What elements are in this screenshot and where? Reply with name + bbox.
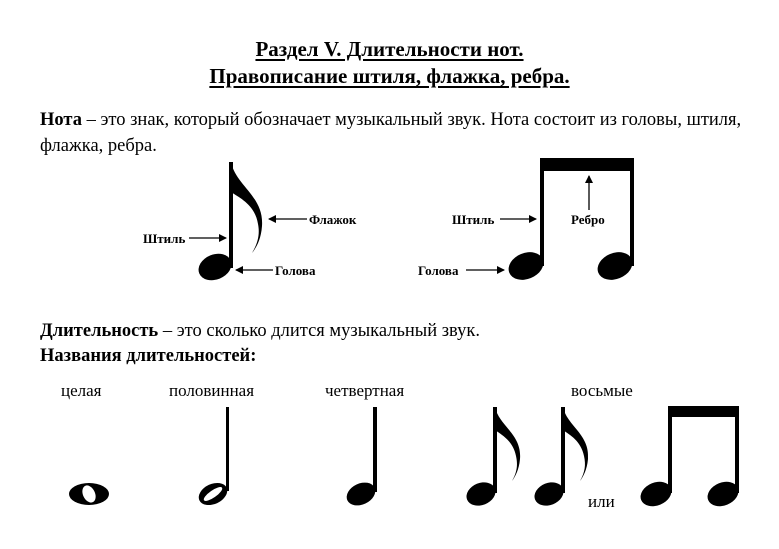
duration-whole-label: целая <box>61 381 102 400</box>
durations-heading: Названия длительностей: <box>40 346 257 366</box>
duration-or-label: или <box>588 492 615 511</box>
beamed-eighth-notes <box>637 406 742 511</box>
beamed-beam-label: Ребро <box>571 212 605 227</box>
beamed-head-label: Голова <box>418 263 459 278</box>
duration-term: Длительность <box>40 321 159 341</box>
section-subtitle: Правописание штиля, флажка, ребра. <box>209 64 570 88</box>
duration-definition-text: – это сколько длится музыкальный звук. <box>158 321 481 341</box>
diagram-eighth-note <box>195 162 263 285</box>
note-term: Нота <box>40 110 82 130</box>
single-head-label: Голова <box>275 263 316 278</box>
half-note <box>195 407 231 509</box>
duration-quarter-label: четвертная <box>325 381 405 400</box>
duration-eighth-label: восьмые <box>571 381 633 400</box>
diagram-beamed-eighths <box>504 158 636 285</box>
duration-half-label: половинная <box>169 381 255 400</box>
note-stem <box>540 158 544 266</box>
eighth-note <box>531 407 588 510</box>
note-definition-text: – это знак, который обозначает музыкальный звук. Нота состоит из головы, штиля, флажка, ребра. <box>40 110 742 156</box>
whole-note <box>69 483 109 505</box>
note-flag <box>231 162 262 253</box>
single-stem-label: Штиль <box>143 231 186 246</box>
note-beam <box>540 158 634 171</box>
note-stem <box>630 158 634 266</box>
section-title: Раздел V. Длительности нот. <box>255 37 524 61</box>
beamed-stem-label: Штиль <box>452 212 495 227</box>
eighth-note <box>463 407 520 510</box>
single-flag-label: Флажок <box>309 212 357 227</box>
quarter-note <box>343 407 379 510</box>
